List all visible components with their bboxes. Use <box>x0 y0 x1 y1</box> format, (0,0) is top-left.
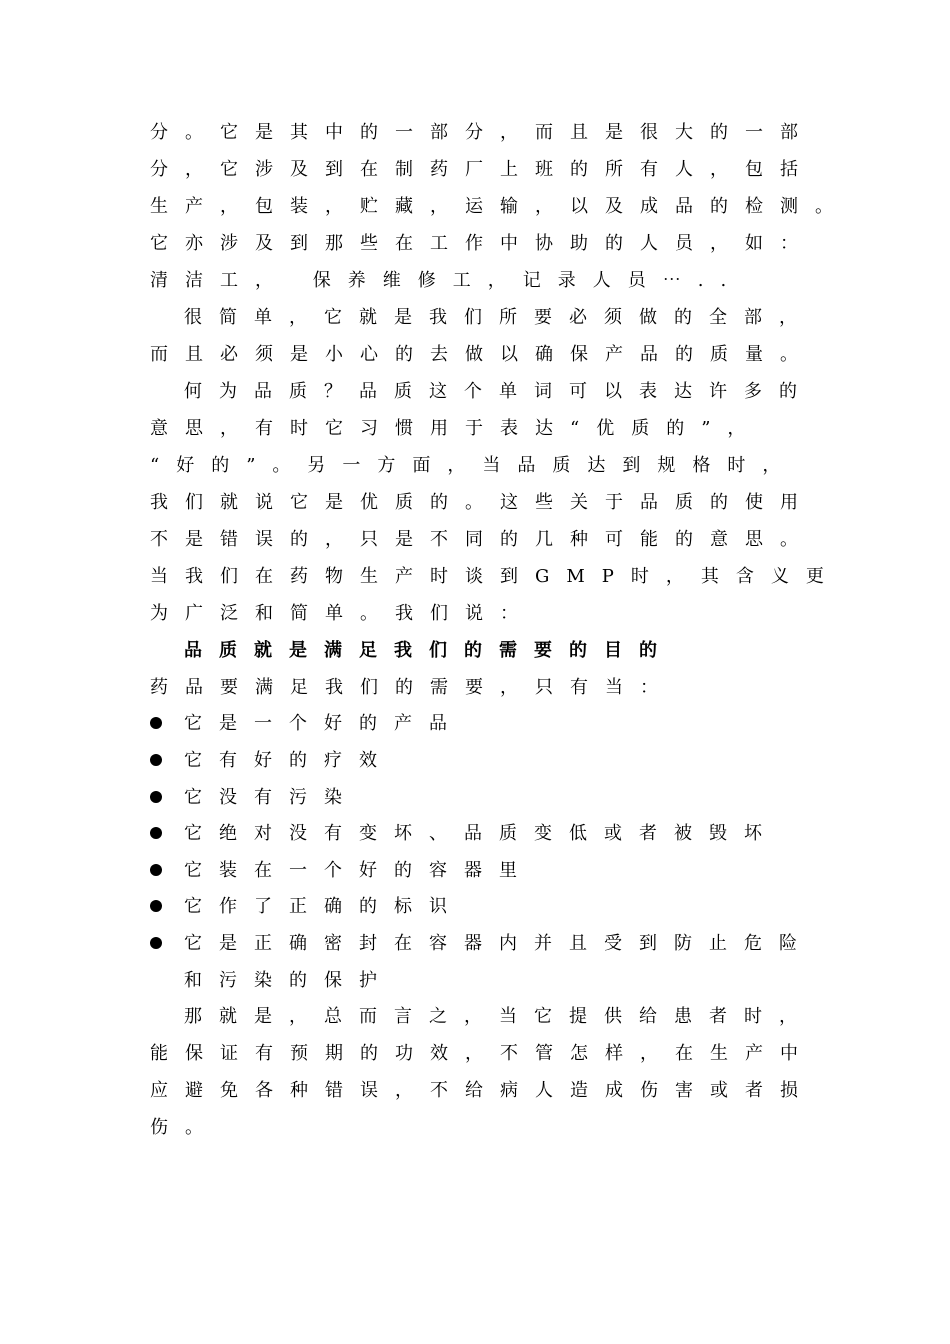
text-line: 伤。 <box>150 1117 220 1138</box>
bullet-icon <box>150 900 162 912</box>
bullet-text: 它是正确密封在容器内并且受到防止危险 <box>184 933 814 954</box>
bullet-item <box>150 779 830 816</box>
bullet-text: 它没有污染 <box>184 787 359 808</box>
text-line: 我们就说它是优质的。这些关于品质的使用 <box>150 492 815 513</box>
bullet-icon <box>150 754 162 766</box>
bullet-icon <box>150 791 162 803</box>
text-line: 不是错误的，只是不同的几种可能的意思。 <box>150 529 815 550</box>
text-line: 能保证有预期的功效，不管怎样，在生产中 <box>150 1043 815 1064</box>
text-line: 为广泛和简单。我们说： <box>150 603 535 624</box>
text-line: 分，它涉及到在制药厂上班的所有人，包括 <box>150 159 815 180</box>
bullet-icon <box>150 827 162 839</box>
paragraph-start: 那就是，总而言之，当它提供给患者时， <box>184 1006 814 1027</box>
text-line: 应避免各种错误，不给病人造成伤害或者损 <box>150 1080 815 1101</box>
text-line: 当我们在药物生产时谈到GMP时，其含义更 <box>150 566 841 587</box>
bullet-text: 它是一个好的产品 <box>184 713 464 734</box>
text-line: 意思，有时它习惯用于表达“优质的”， <box>150 418 763 439</box>
bullet-icon <box>150 864 162 876</box>
bullet-icon <box>150 717 162 729</box>
bullet-icon <box>150 937 162 949</box>
text-line: 清洁工， 保养维修工，记录人员⋯.. <box>150 270 744 291</box>
bullet-item <box>150 852 830 889</box>
bullet-item <box>150 742 830 779</box>
text-line: 生产，包装，贮藏，运输，以及成品的检测。 <box>150 196 850 217</box>
paragraph-start: 很简单，它就是我们所要必须做的全部， <box>184 307 814 328</box>
bullet-text: 它装在一个好的容器里 <box>184 860 534 881</box>
bullet-item <box>150 705 830 742</box>
emphasis-heading: 品质就是满足我们的需要的目的 <box>184 640 674 661</box>
paragraph-start: 何为品质？品质这个单词可以表达许多的 <box>184 381 814 402</box>
text-line: 它亦涉及到那些在工作中协助的人员，如： <box>150 233 815 254</box>
bullet-text: 它绝对没有变坏、品质变低或者被毁坏 <box>184 823 779 844</box>
bullet-item <box>150 888 830 925</box>
text-line: “好的”。另一方面，当品质达到规格时， <box>150 455 798 476</box>
bullet-text: 它作了正确的标识 <box>184 896 464 917</box>
text-line: 药品要满足我们的需要，只有当： <box>150 677 675 698</box>
bullet-continuation: 和污染的保护 <box>184 970 394 991</box>
text-line: 而且必须是小心的去做以确保产品的质量。 <box>150 344 815 365</box>
text-line: 分。它是其中的一部分，而且是很大的一部 <box>150 122 815 143</box>
bullet-text: 它有好的疗效 <box>184 750 394 771</box>
bullet-item <box>150 925 830 962</box>
bullet-item <box>150 815 830 852</box>
